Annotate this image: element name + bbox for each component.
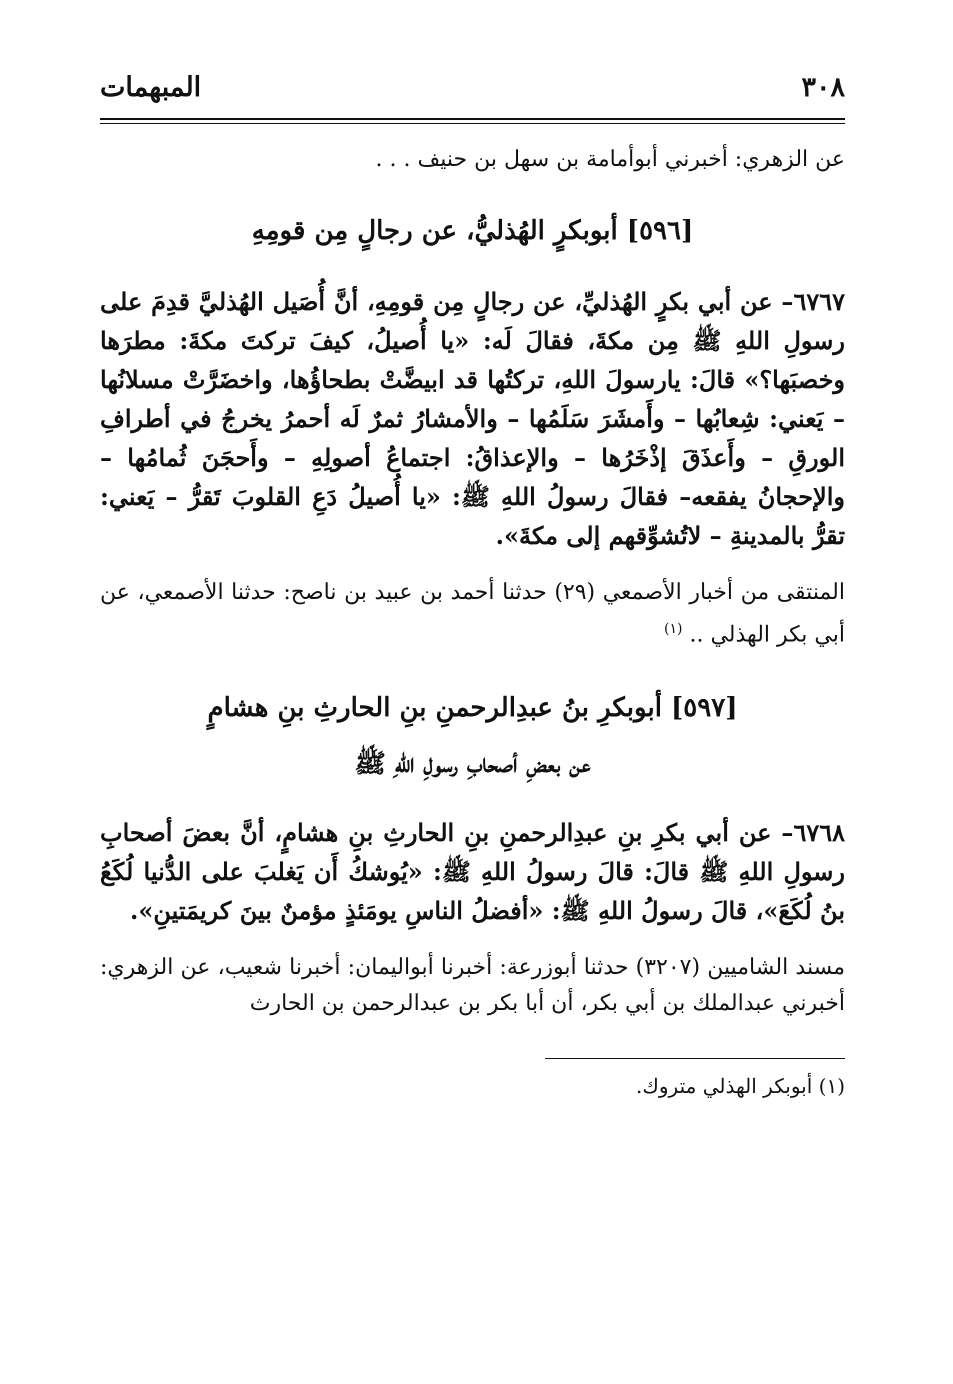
header-rule (100, 118, 845, 124)
footnote: (١) أبوبكر الهذلي متروك. (636, 1074, 845, 1099)
footnote-separator (545, 1058, 845, 1059)
footnote-reference: (١) (664, 621, 683, 637)
continuation-line: عن الزهري: أخبرني أبوأمامة بن سهل بن حنيف . . . (375, 147, 845, 172)
entry-596-heading: [٥٩٦] أبوبكرٍ الهُذليُّ، عن رجالٍ مِن قومِهِ (251, 216, 694, 246)
source-paragraph-597: مسند الشاميين (٣٢٠٧) حدثنا أبوزرعة: أخبرنا أبواليمان: أخبرنا شعيب، عن الزهري: أخبرني عبدالملك بن أبي بكر، أن أبا بكر بن عبدالرحمن بن الحارث (100, 955, 845, 1017)
source-paragraph-596 (100, 575, 845, 653)
entry-597-heading-line2: عن بعضِ أصحابِ رسولِ اللهِ ﷺ (354, 749, 591, 780)
page-number: ٣٠٨ (801, 72, 845, 103)
entry-597-heading-line1: [٥٩٧] أبوبكرِ بنُ عبدِالرحمنِ بنِ الحارثِ بنِ هشامٍ (207, 693, 738, 724)
hadith-6767: ٦٧٦٧– عن أبي بكرٍ الهُذليِّ، عن رجالٍ مِن قومِهِ، أنَّ أُصَيل الهُذليَّ قدِمَ على رسولِ اللهِ ﷺ مِن مكةَ، فقالَ لَه: «يا أُصيلُ، كيفَ تركتَ مكةَ: مطرَها وخصبَها؟» قالَ: يارسولَ اللهِ، تركتُها قد ابيضَّتْ بطحاؤُها، واخضَرَّتْ مسلانُها – يَعني: شِعابُها – وأَمشَرَ سَلَمُها – والأمشارُ ثمرٌ لَه أحمرُ يخرجُ في أطرافِ الورقِ – وأَعذَقَ إذْخَرُها – والإعذاقُ: اجتماعُ أصولِهِ – وأَحجَنَ ثُمامُها – والإحجانُ يفقعه– فقالَ رسولُ اللهِ ﷺ: «يا أُصيلُ دَعِ القلوبَ تَقرُّ – يَعني: تقرُّ بالمدينةِ – لاتُشوِّقهم إلى مكةَ». (100, 287, 845, 550)
page-header (100, 60, 845, 116)
book-page (100, 60, 845, 1103)
section-title: المبهمات (100, 72, 202, 103)
hadith-6768: ٦٧٦٨– عن أبي بكرِ بنِ عبدِالرحمنِ بنِ الحارثِ بنِ هشامٍ، أنَّ بعضَ أصحابِ رسولِ اللهِ ﷺ قالَ: قالَ رسولُ اللهِ ﷺ: «يُوشكُ أَن يَغلبَ على الدُّنيا لُكَعُ بنُ لُكَعَ»، قالَ رسولُ اللهِ ﷺ: «أفضلُ الناسِ يومَئذٍ مؤمنٌ بينَ كريمَتينِ». (100, 818, 845, 926)
source-text: المنتقى من أخبار الأصمعي (٢٩) حدثنا أحمد بن عبيد بن ناصح: حدثنا الأصمعي، عن أبي بكر الهذلي .. (100, 580, 845, 648)
